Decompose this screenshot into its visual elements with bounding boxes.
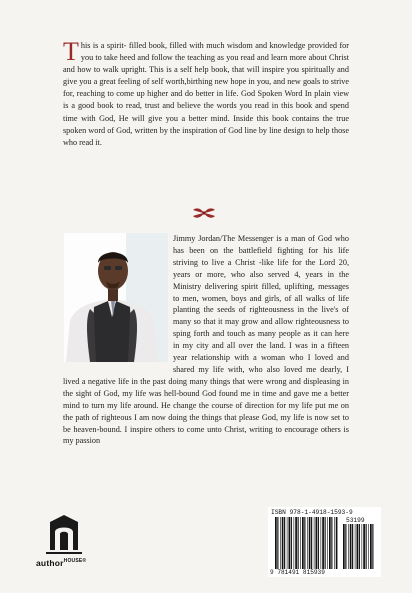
ean-digits: 9 781491 815939 bbox=[270, 569, 325, 576]
isbn-number: ISBN 978-1-4918-1593-9 bbox=[271, 509, 353, 516]
intro-paragraph bbox=[63, 37, 349, 149]
publisher-name bbox=[36, 558, 126, 568]
addon-barcode-icon bbox=[343, 524, 375, 569]
author-bio bbox=[63, 233, 349, 447]
publisher-name-part2: HOUSE bbox=[63, 558, 83, 564]
ean-barcode-icon bbox=[275, 517, 339, 569]
intro-text: his is a spirit- filled book, filled with much wisdom and knowledge provided for you to take heed and follow the teaching as you read and learn more about Christ and how to walk upright. This is a self help book, that will inspire you spiritually and give you a great feeling of self worth,birthing new hope in you, and new goals to strive for, reaching to come up higher and do better in life. God Spoken Word In plain view is a good book to read, trust and believe the words you read in this book and spend time with God, He will give you a better mind. Inside this book contains the true spoken word of God, written by the inspiration of God line by line design to help those who read it. bbox=[63, 41, 349, 147]
registered-mark: ® bbox=[82, 558, 87, 564]
author-bio-text: Jimmy Jordan/The Messenger is a man of God who has been on the battlefield fighting for his life striving to live a Christ -like life for the Lord 20, years or more, who also served 4, years in the Ministry delivering spirit filled, uplifting, messages to men, women, boys and girls, of all walks of life planting the seeds of righteousness in the live's of many so that it may grow and allow righteousness to sping forth and touch as many people as it can here in my city and all over the land. I was in a fifteen year relationship with a woman who I loved and shared my life with, who also loved me dearly, I lived a negative life in the past doing many things that were wrong and displeasing in the sight of God, my life was hell-bound God found me in time and gave me a better mind to turn my life around. He change the course of direction for my life put me on the path of righteous I am now doing the things that please God, my life is now set to be heaven-bound. I inspire others to come unto Christ, writing to encourage others is my passion bbox=[63, 234, 349, 446]
flourish-ornament-icon bbox=[191, 206, 217, 220]
publisher-name-part1: author bbox=[36, 558, 64, 568]
price-code: 53199 bbox=[346, 517, 365, 524]
drop-cap: T bbox=[63, 37, 79, 66]
